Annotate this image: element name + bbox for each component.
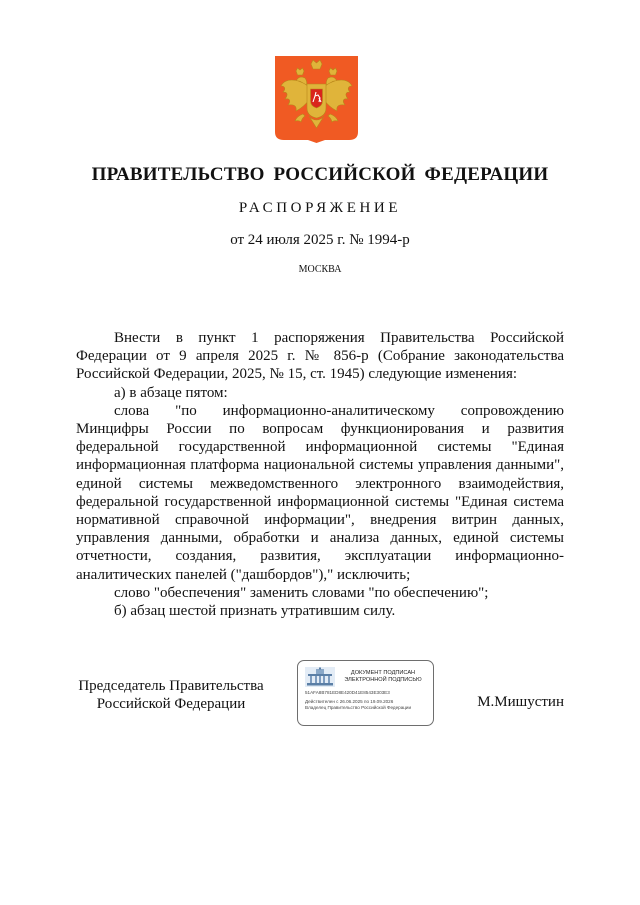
stamp-validity: Действителен с 26.06.2025 по 19.09.2026: [305, 699, 394, 704]
document-city: МОСКВА: [298, 264, 342, 275]
stamp-title: [336, 670, 430, 684]
stamp-certificate-number: 51AFA8B781ED8E420D41E8543E303E3: [305, 690, 390, 695]
signatory-name: М.Мишустин: [477, 694, 564, 710]
paragraph: Внести в пункт 1 распоряжения Правительства Российской Федерации от 9 апреля 2025 г. № 856-р (Собрание законодательства Российской Федерации, 2025, № 15, ст. 1945) следующие изменения:: [76, 330, 564, 383]
signatory-position: [76, 677, 266, 713]
paragraph: б) абзац шестой признать утратившим силу.: [114, 603, 396, 620]
government-title: ПРАВИТЕЛЬСТВО РОССИЙСКОЙ ФЕДЕРАЦИИ: [91, 164, 549, 185]
stamp-title-line: ДОКУМЕНТ ПОДПИСАН: [350, 670, 416, 676]
paragraph: слова "по информационно-аналитическому сопровождению Минцифры России по вопросам функционирования и развития федеральной государственной информационной системы "Единая информационная платформа национальной системы управления данными", единой системы межведомственного электронного взаимодействия, федеральной государственной информационной системы "Единая система нормативной справочной информации", внедрения витрин данных, управления данными, обработки и анализа данных, единой системы отчетности, создания, развития, эксплуатации информационно-аналитических панелей ("дашбордов")," исключить;: [76, 402, 564, 583]
stamp-title-line: ЭЛЕКТРОННОЙ ПОДПИСЬЮ: [344, 677, 422, 683]
paragraph: слово "обеспечения" заменить словами "по обеспечению";: [114, 584, 489, 601]
document-date-number: от 24 июля 2025 г. № 1994-р: [230, 232, 410, 248]
document-type: РАСПОРЯЖЕНИЕ: [238, 200, 402, 216]
government-building-icon: [305, 667, 335, 687]
signatory-position-line: Российской Федерации: [96, 696, 246, 712]
signatory-position-line: Председатель Правительства: [78, 678, 264, 694]
stamp-owner: Владелец Правительство Российской Федерации: [305, 705, 412, 710]
paragraph: а) в абзаце пятом:: [114, 384, 228, 401]
electronic-signature-stamp: [297, 660, 434, 726]
document-body: [76, 329, 564, 620]
coat-of-arms-emblem: [275, 56, 358, 143]
